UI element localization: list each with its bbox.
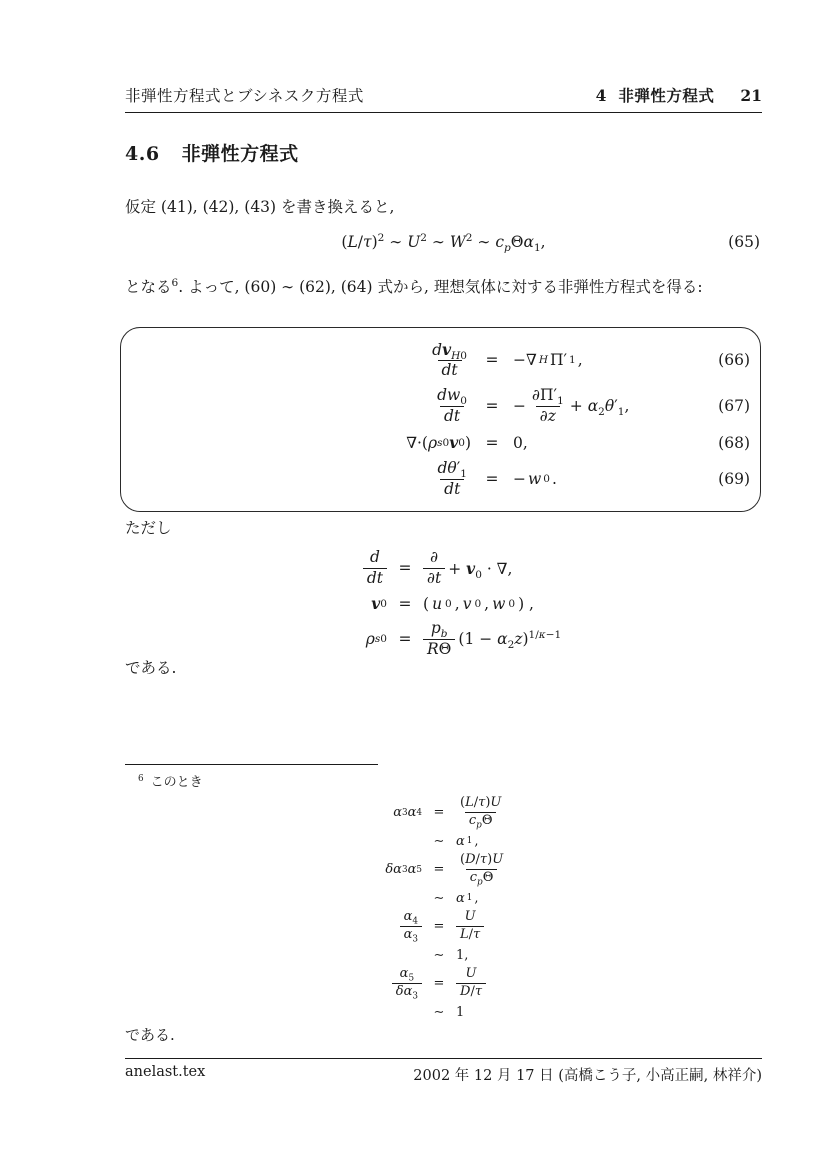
- equation-66-lhs: [428, 341, 471, 380]
- definition-ddt-rhs: $\frac{\partial}{\partial t}$ + $v_0$ · ∇,: [423, 546, 512, 590]
- equation-69-rhs: − w 0 .: [513, 470, 557, 488]
- footnote-eq2-rhs: $\frac{(D/\tau)U}{c_p\Theta}$: [460, 852, 504, 888]
- paragraph-dearu: である.: [125, 659, 177, 677]
- footnote-equations: α 3 α 4 = $\frac{(L/\tau)U}{c_p\Theta}$ ∼ α 1 , δα 3 α 5 = $\frac{(D/\tau)U}{c_p\Theta}$ ∼ α 1 , $\frac{\alpha_4}{\alpha_3}$ = $\frac{U}{L/\tau}$ ∼ 1, $\frac{\alpha_5}{\delta\alpha_3}$ = $\frac{U}{D/\tau}$ ∼ 1: [350, 794, 507, 1022]
- equation-67-lhs: [433, 387, 471, 425]
- definition-ddt-lhs: $\frac{d}{dt}$: [363, 546, 387, 590]
- section-number: 4.6: [125, 143, 160, 165]
- definition-v0-rhs: ( u 0 , v 0 , w 0 ) ,: [423, 594, 534, 613]
- definition-rho-lhs: ρ s0: [365, 630, 387, 648]
- paragraph-result: となる$^6$. よって, (60) ∼ (62), (64) 式から, 理想気体に対する非弾性方程式を得る:: [125, 276, 703, 296]
- equation-68-relation: =: [485, 433, 499, 452]
- equation-69-number: (69): [718, 470, 750, 488]
- footnote-rule: [125, 764, 378, 765]
- equation-69-lhs: [434, 460, 472, 498]
- header-rule: [125, 112, 762, 113]
- footnote-eq3-rhs: $\frac{U}{L/\tau}$: [456, 908, 484, 945]
- section-title: 非弾性方程式: [181, 143, 299, 165]
- equation-67-rhs: − $\frac{\partial\Pi'_1}{\partial z}$ + $\alpha_2\theta'_1$,: [513, 386, 630, 425]
- equation-68-number: (68): [718, 433, 750, 452]
- fraction: $\frac{\partial\Pi'_1}{\partial z}$: [532, 386, 564, 425]
- equation-66: [121, 337, 760, 383]
- paragraph-assumption: 仮定 (41), (42), (43) を書き換えると,: [125, 198, 395, 216]
- footnote-eq4-rhs: $\frac{U}{D/\tau}$: [456, 965, 486, 1002]
- footnote-eq2-approx: α 1 ,: [456, 890, 479, 906]
- equation-67-number: (67): [718, 397, 750, 415]
- footnote-eq1-approx: α 1 ,: [456, 833, 479, 849]
- paragraph-tadashi: ただし: [125, 519, 172, 537]
- equation-69-relation: =: [485, 470, 499, 488]
- running-header: [125, 84, 762, 106]
- footnote-eq4-approx: 1: [456, 1004, 465, 1020]
- footer-filename: anelast.tex: [125, 1064, 206, 1080]
- fraction: $\frac{dw_0}{dt}$: [437, 386, 467, 425]
- footnote-marker: 6: [138, 773, 144, 784]
- equation-69: [121, 456, 760, 502]
- header-page-number: 21: [740, 86, 762, 105]
- footnote-eq4-lhs: $\frac{\alpha_5}{\delta\alpha_3}$: [392, 965, 422, 1002]
- fraction: $\frac{d\theta'_1}{dt}$: [437, 459, 467, 498]
- footnote-eq1-rhs: $\frac{(L/\tau)U}{c_p\Theta}$: [460, 795, 502, 831]
- equation-66-relation: =: [485, 351, 499, 369]
- section-heading: [125, 139, 299, 166]
- definition-rho-rhs: $\frac{p_b}{R\Theta}$ $(1 - \alpha_2z)^{1/\kappa-1}$: [423, 617, 561, 661]
- equation-67: [121, 383, 760, 429]
- definitions-block: [335, 546, 561, 661]
- fraction: $\frac{dv_{H0}}{dt}$: [432, 339, 467, 379]
- footnote-eq3-approx: 1,: [456, 947, 469, 963]
- equation-67-relation: =: [485, 397, 499, 415]
- footer-rule: [125, 1058, 762, 1059]
- equation-66-rhs: −∇ H Π′ 1 ,: [513, 351, 583, 369]
- footer-date-authors: 2002 年 12 月 17 日 (高橋こう子, 小高正嗣, 林祥介): [413, 1068, 762, 1084]
- header-document-title: 非弾性方程式とブシネスク方程式: [125, 87, 364, 105]
- header-section-title: 非弾性方程式: [618, 87, 715, 105]
- footnote-text: $^6$ このとき: [138, 773, 203, 790]
- definition-v0-relation: =: [398, 594, 412, 613]
- equation-65: [125, 230, 762, 260]
- equation-68: [121, 429, 760, 456]
- definition-v0-lhs: v 0: [371, 594, 387, 613]
- equation-68-rhs: 0,: [513, 433, 528, 452]
- definition-ddt-relation: =: [398, 559, 412, 577]
- anelastic-equations-box: [120, 327, 761, 512]
- definition-rho-relation: =: [398, 630, 412, 648]
- header-section-ref: [596, 84, 762, 106]
- footnote-eq3-lhs: $\frac{\alpha_4}{\alpha_3}$: [400, 908, 422, 945]
- page-footer: [125, 1064, 762, 1085]
- equation-68-lhs: ∇·( ρ s0 v 0 ): [406, 433, 471, 452]
- footnote-eq2-lhs: δα 3 α 5: [385, 862, 422, 877]
- equation-66-number: (66): [718, 351, 750, 369]
- footnote-dearu: である.: [125, 1026, 175, 1044]
- footnote-eq1-lhs: α 3 α 4: [393, 805, 422, 820]
- equation-65-body: $(L/\tau)^2$ ∼ $U^2$ ∼ $W^2$ ∼ $c_p\Theta\alpha_1$,: [341, 231, 546, 255]
- header-section-number: 4: [595, 86, 607, 105]
- equation-65-number: (65): [728, 233, 760, 251]
